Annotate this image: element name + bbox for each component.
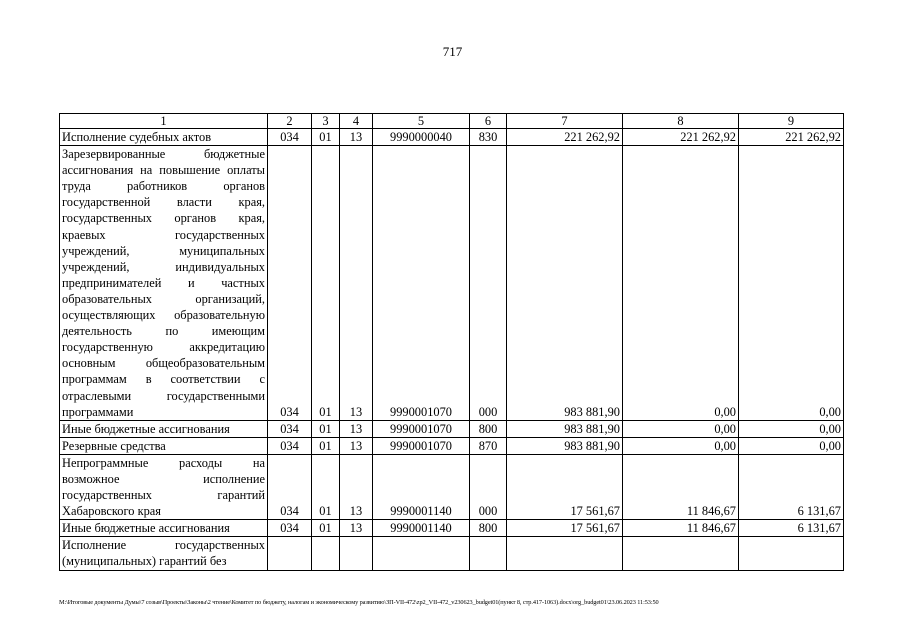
target-article-cell: 9990001070 <box>373 146 470 421</box>
amount-col9-cell: 0,00 <box>739 437 844 454</box>
document-file-path: M:\Итоговые документы Думы\7 созыв\Проекты\Законы\2 чтение\Комитет по бюджету, налогам и экономическому развитию\ЗП-VII-472\zp2_VII-472_v230623_budget01(пункт 8, стр.417-1063).docx\org_budget01\23.06.2023 11:53:50 <box>59 599 659 606</box>
expense-name-cell: Зарезервированные бюджетные ассигнования на повышение оплаты труда работников органов государственной власти края, государственных органов края, краевых государственных учреждений, муниципальных учреждений, индивидуальных предпринимателей и частных образовательных организаций, осуществляющих образовательную деятельность по имеющим государственную аккредитацию основным общеобразовательным программам в соответствии с отраслевыми государственными программами <box>60 146 268 421</box>
subsection-code-cell: 13 <box>340 129 373 146</box>
table-row <box>60 420 844 437</box>
amount-col7-cell: 17 561,67 <box>507 520 623 537</box>
expense-type-cell: 000 <box>470 454 507 519</box>
ved-code-cell: 034 <box>268 520 312 537</box>
section-code-cell <box>312 537 340 570</box>
expense-type-cell: 000 <box>470 146 507 421</box>
header-cell: 8 <box>623 114 739 129</box>
table-row <box>60 129 844 146</box>
subsection-code-cell: 13 <box>340 454 373 519</box>
expense-type-cell <box>470 537 507 570</box>
amount-col8-cell <box>623 537 739 570</box>
section-code-cell: 01 <box>312 420 340 437</box>
section-code-cell: 01 <box>312 146 340 421</box>
expense-name-cell: Резервные средства <box>60 437 268 454</box>
ved-code-cell: 034 <box>268 454 312 519</box>
amount-col9-cell: 6 131,67 <box>739 520 844 537</box>
table-row <box>60 520 844 537</box>
header-cell: 6 <box>470 114 507 129</box>
table-row <box>60 454 844 519</box>
ved-code-cell: 034 <box>268 146 312 421</box>
amount-col8-cell: 11 846,67 <box>623 454 739 519</box>
ved-code-cell: 034 <box>268 420 312 437</box>
header-cell: 2 <box>268 114 312 129</box>
subsection-code-cell: 13 <box>340 520 373 537</box>
subsection-code-cell <box>340 537 373 570</box>
header-cell: 5 <box>373 114 470 129</box>
expense-name-cell: Иные бюджетные ассигнования <box>60 520 268 537</box>
amount-col9-cell <box>739 537 844 570</box>
amount-col9-cell: 221 262,92 <box>739 129 844 146</box>
amount-col7-cell: 221 262,92 <box>507 129 623 146</box>
ved-code-cell <box>268 537 312 570</box>
section-code-cell: 01 <box>312 520 340 537</box>
ved-code-cell: 034 <box>268 129 312 146</box>
header-cell: 1 <box>60 114 268 129</box>
section-code-cell: 01 <box>312 437 340 454</box>
expense-name-cell: Иные бюджетные ассигнования <box>60 420 268 437</box>
table-row <box>60 537 844 570</box>
header-cell: 9 <box>739 114 844 129</box>
amount-col7-cell: 983 881,90 <box>507 420 623 437</box>
section-code-cell: 01 <box>312 129 340 146</box>
ved-code-cell: 034 <box>268 437 312 454</box>
amount-col9-cell: 0,00 <box>739 146 844 421</box>
subsection-code-cell: 13 <box>340 420 373 437</box>
expense-name-cell: Непрограммные расходы на возможное исполнение государственных гарантий Хабаровского края <box>60 454 268 519</box>
amount-col7-cell: 17 561,67 <box>507 454 623 519</box>
header-cell: 4 <box>340 114 373 129</box>
expense-type-cell: 800 <box>470 420 507 437</box>
expense-type-cell: 870 <box>470 437 507 454</box>
amount-col9-cell: 6 131,67 <box>739 454 844 519</box>
target-article-cell: 9990001140 <box>373 520 470 537</box>
table-row <box>60 146 844 421</box>
subsection-code-cell: 13 <box>340 146 373 421</box>
expense-name-cell: Исполнение судебных актов <box>60 129 268 146</box>
page-number: 717 <box>442 44 463 59</box>
amount-col8-cell: 0,00 <box>623 146 739 421</box>
header-cell: 7 <box>507 114 623 129</box>
target-article-cell <box>373 537 470 570</box>
section-code-cell: 01 <box>312 454 340 519</box>
amount-col7-cell: 983 881,90 <box>507 146 623 421</box>
amount-col8-cell: 221 262,92 <box>623 129 739 146</box>
table-row <box>60 437 844 454</box>
expense-type-cell: 830 <box>470 129 507 146</box>
budget-table <box>59 113 844 571</box>
amount-col7-cell <box>507 537 623 570</box>
target-article-cell: 9990000040 <box>373 129 470 146</box>
subsection-code-cell: 13 <box>340 437 373 454</box>
target-article-cell: 9990001070 <box>373 420 470 437</box>
expense-name-cell: Исполнение государственных (муниципальных) гарантий без <box>60 537 268 570</box>
header-cell: 3 <box>312 114 340 129</box>
target-article-cell: 9990001140 <box>373 454 470 519</box>
amount-col8-cell: 0,00 <box>623 437 739 454</box>
amount-col8-cell: 0,00 <box>623 420 739 437</box>
expense-type-cell: 800 <box>470 520 507 537</box>
table-header-row <box>60 114 844 129</box>
amount-col7-cell: 983 881,90 <box>507 437 623 454</box>
target-article-cell: 9990001070 <box>373 437 470 454</box>
amount-col9-cell: 0,00 <box>739 420 844 437</box>
amount-col8-cell: 11 846,67 <box>623 520 739 537</box>
